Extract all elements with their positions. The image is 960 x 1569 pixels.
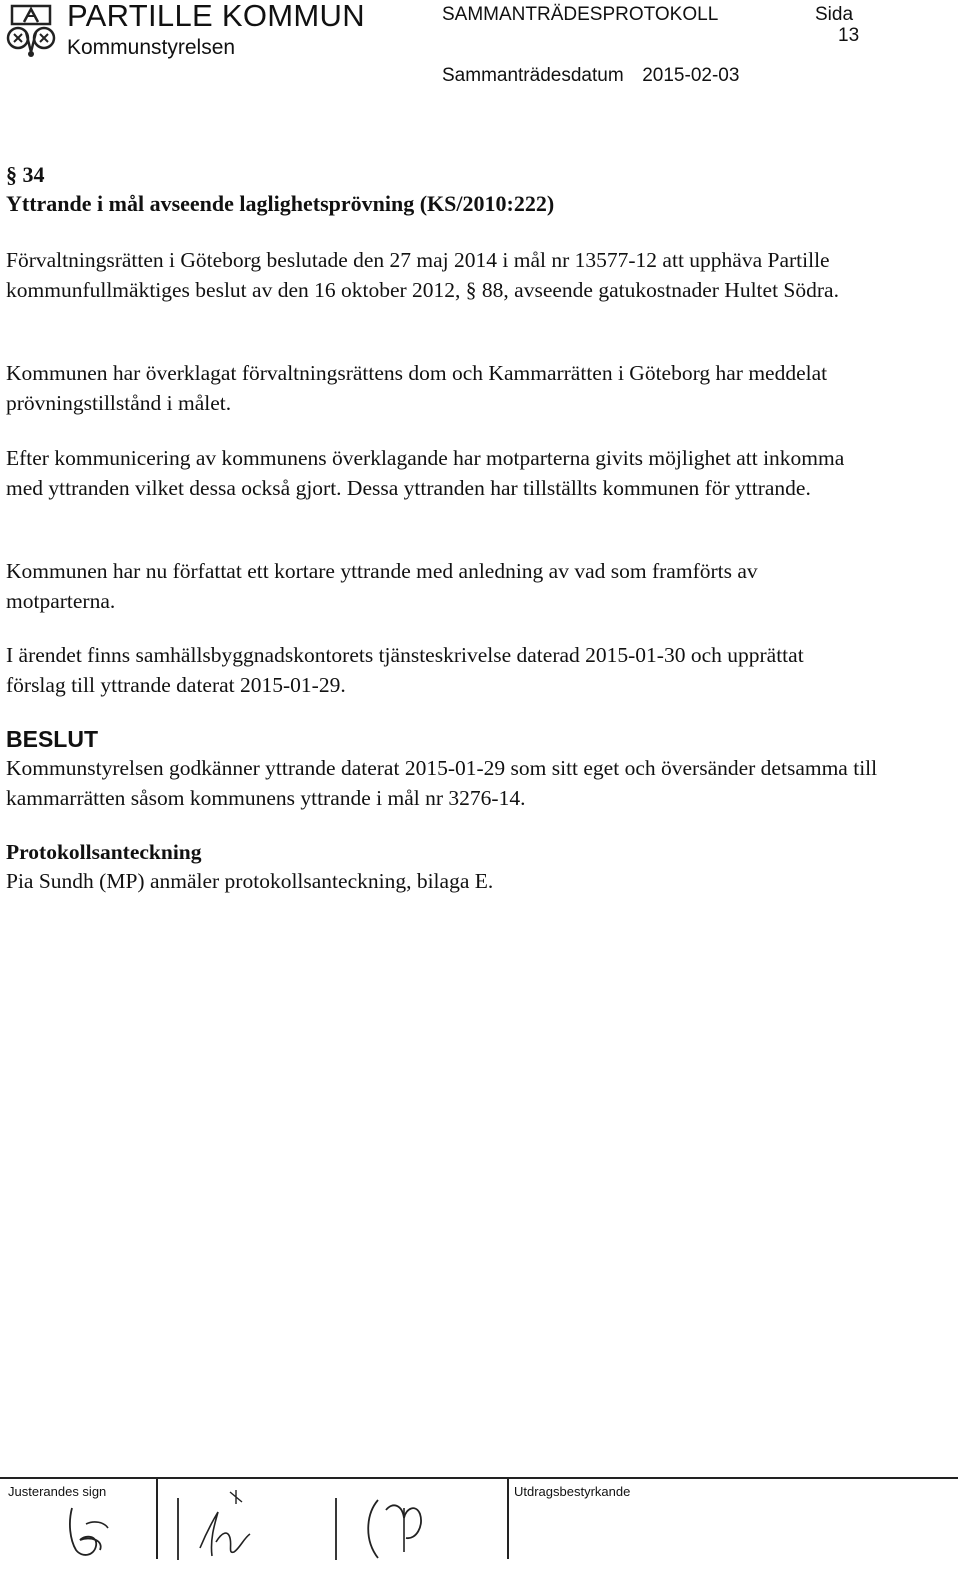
- page-label: Sida: [815, 4, 854, 25]
- note-text: Pia Sundh (MP) anmäler protokollsanteckning, bilaga E.: [6, 869, 494, 893]
- meeting-date: [442, 65, 739, 87]
- paragraph-3: [6, 444, 856, 503]
- paragraph-text: Efter kommunicering av kommunens överklagande har motparterna givits möjlighet att inkomma med yttranden vilket dessa också gjort. Dessa yttranden har tillställts kommunen för yttrande.: [6, 446, 845, 500]
- decision-heading: BESLUT: [6, 726, 98, 752]
- decision-text-body: Kommunstyrelsen godkänner yttrande daterat 2015-01-29 som sitt eget och översänder detsamma till kammarrätten såsom kommunens yttrande i mål nr 3276-14.: [6, 756, 878, 810]
- section-title: Yttrande i mål avseende laglighetsprövning (KS/2010:222): [6, 191, 555, 216]
- meeting-date-label: Sammanträdesdatum: [442, 65, 624, 86]
- decision-text: [6, 754, 886, 813]
- note-heading: Protokollsanteckning: [6, 840, 202, 864]
- paragraph-1: [6, 246, 856, 305]
- sign-label: Justerandes sign: [8, 1484, 107, 1499]
- handwritten-initials-icon: [60, 1478, 480, 1564]
- paragraph-5: [6, 641, 856, 700]
- document-type: SAMMANTRÄDESPROTOKOLL: [442, 4, 719, 25]
- paragraph-text: Förvaltningsrätten i Göteborg beslutade den 27 maj 2014 i mål nr 13577-12 att upphäva Partille kommunfullmäktiges beslut av den 16 oktober 2012, § 88, avseende gatukostnader Hultet Södra.: [6, 248, 839, 302]
- paragraph-2: [6, 359, 856, 418]
- org-name: PARTILLE KOMMUN: [67, 0, 365, 33]
- extract-label: Utdragsbestyrkande: [514, 1484, 631, 1499]
- paragraph-text: Kommunen har nu författat ett kortare yttrande med anledning av vad som framförts av motparterna.: [6, 559, 758, 613]
- paragraph-4: [6, 557, 856, 616]
- footer-divider-right: [507, 1479, 509, 1559]
- paragraph-text: I ärendet finns samhällsbyggnadskontorets tjänsteskrivelse daterad 2015-01-30 och upprättat förslag till yttrande daterat 2015-01-29.: [6, 643, 804, 697]
- body-name: Kommunstyrelsen: [67, 36, 236, 59]
- section-number: § 34: [6, 162, 45, 187]
- paragraph-text: Kommunen har överklagat förvaltningsrättens dom och Kammarrätten i Göteborg har meddelat prövningstillstånd i målet.: [6, 361, 828, 415]
- coat-of-arms-icon: [2, 2, 60, 60]
- meeting-date-value: 2015-02-03: [642, 65, 740, 86]
- page-number: 13: [838, 25, 860, 46]
